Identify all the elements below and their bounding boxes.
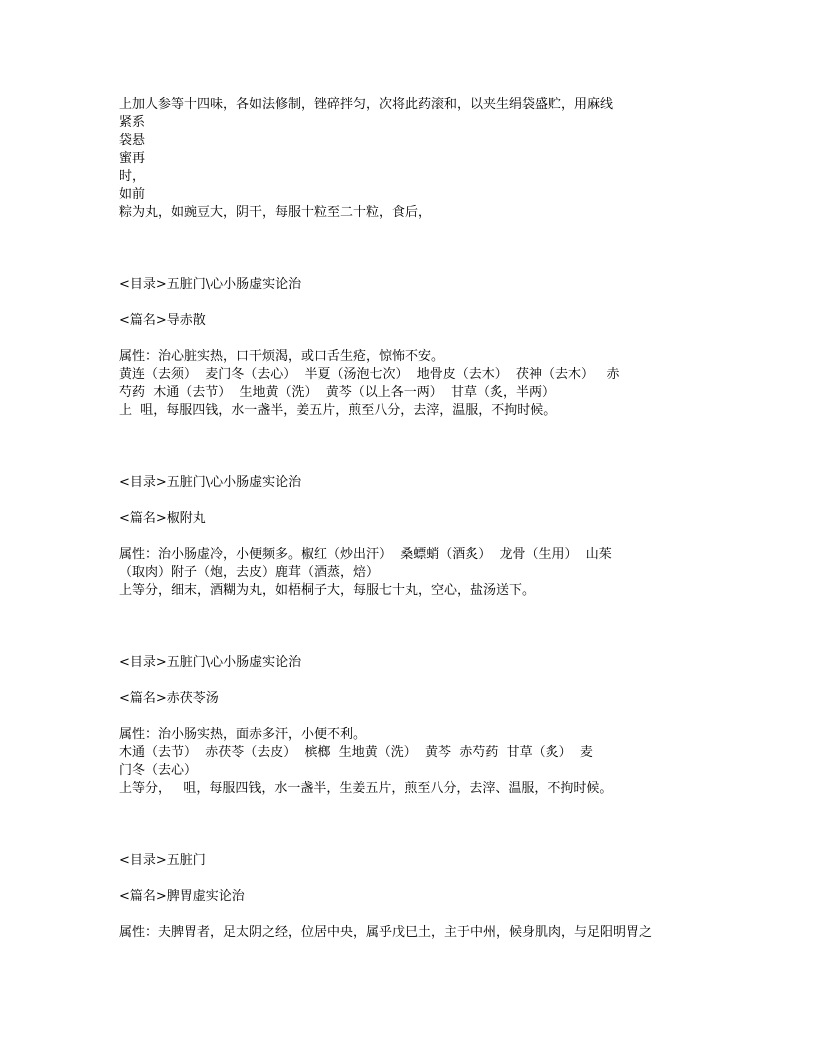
- catalog-heading: <目录>五脏门\心小肠虚实论治: [119, 655, 302, 670]
- document-page: [119, 96, 719, 942]
- text-line: 上 咀，每服四钱，水一盏半，姜五片，煎至八分，去滓，温服，不拘时候。: [119, 403, 557, 418]
- section-jiaofuwan: [119, 474, 719, 600]
- text-line: 门冬（去心）: [119, 763, 198, 778]
- section-piweixushilunzhi: [119, 852, 719, 942]
- catalog-heading: <目录>五脏门\心小肠虚实论治: [119, 277, 302, 292]
- section-title: <篇名>椒附丸: [119, 511, 206, 526]
- text-line: 木通（去节） 赤茯苓（去皮） 槟榔 生地黄（洗） 黄芩 赤芍药 甘草（炙） 麦: [119, 745, 593, 760]
- text-line: 上等分，细末，酒糊为丸，如梧桐子大，每服七十丸，空心，盐汤送下。: [119, 583, 536, 598]
- text-line: 属性：治小肠实热，面赤多汗，小便不利。: [119, 727, 367, 742]
- text-line: 上加人参等十四味，各如法修制，锉碎拌匀，次将此药滚和，以夹生绢袋盛贮，用麻线: [119, 97, 614, 112]
- intro-paragraph: [119, 96, 719, 222]
- text-line: （取肉）附子（炮，去皮）鹿茸（酒蒸，焙）: [119, 565, 380, 580]
- text-line: 袋悬: [119, 133, 146, 148]
- text-line: 属性：治小肠虚冷，小便频多。椒红（炒出汗） 桑螵蛸（酒炙） 龙骨（生用） 山茱: [119, 547, 612, 562]
- text-line: 上等分， 咀，每服四钱，水一盏半，生姜五片，煎至八分，去滓、温服，不拘时候。: [119, 781, 613, 796]
- text-line: 时，: [119, 169, 146, 184]
- section-title: <篇名>赤茯苓汤: [119, 691, 219, 706]
- catalog-heading: <目录>五脏门: [119, 853, 206, 868]
- text-line: 紧系: [119, 115, 146, 130]
- text-line: 芍药 木通（去节） 生地黄（洗） 黄芩（以上各一两） 甘草（炙，半两）: [119, 385, 556, 400]
- text-line: 黄连（去须） 麦门冬（去心） 半夏（汤泡七次） 地骨皮（去木） 茯神（去木） 赤: [119, 367, 620, 382]
- text-line: 蜜再: [119, 151, 146, 166]
- catalog-heading: <目录>五脏门\心小肠虚实论治: [119, 475, 302, 490]
- text-line: 属性：治心脏实热，口干烦渴，或口舌生疮，惊怖不安。: [119, 349, 445, 364]
- text-line: 粽为丸，如豌豆大，阴干，每服十粒至二十粒，食后，: [119, 205, 432, 220]
- text-line: 如前: [119, 187, 146, 202]
- text-line: 属性：夫脾胃者，足太阴之经，位居中央，属乎戊巳土，主于中州，候身肌肉，与足阳明胃之: [119, 925, 653, 940]
- section-title: <篇名>脾胃虚实论治: [119, 889, 245, 904]
- section-title: <篇名>导赤散: [119, 313, 206, 328]
- section-daochisan: [119, 276, 719, 420]
- section-chifulingtang: [119, 654, 719, 798]
